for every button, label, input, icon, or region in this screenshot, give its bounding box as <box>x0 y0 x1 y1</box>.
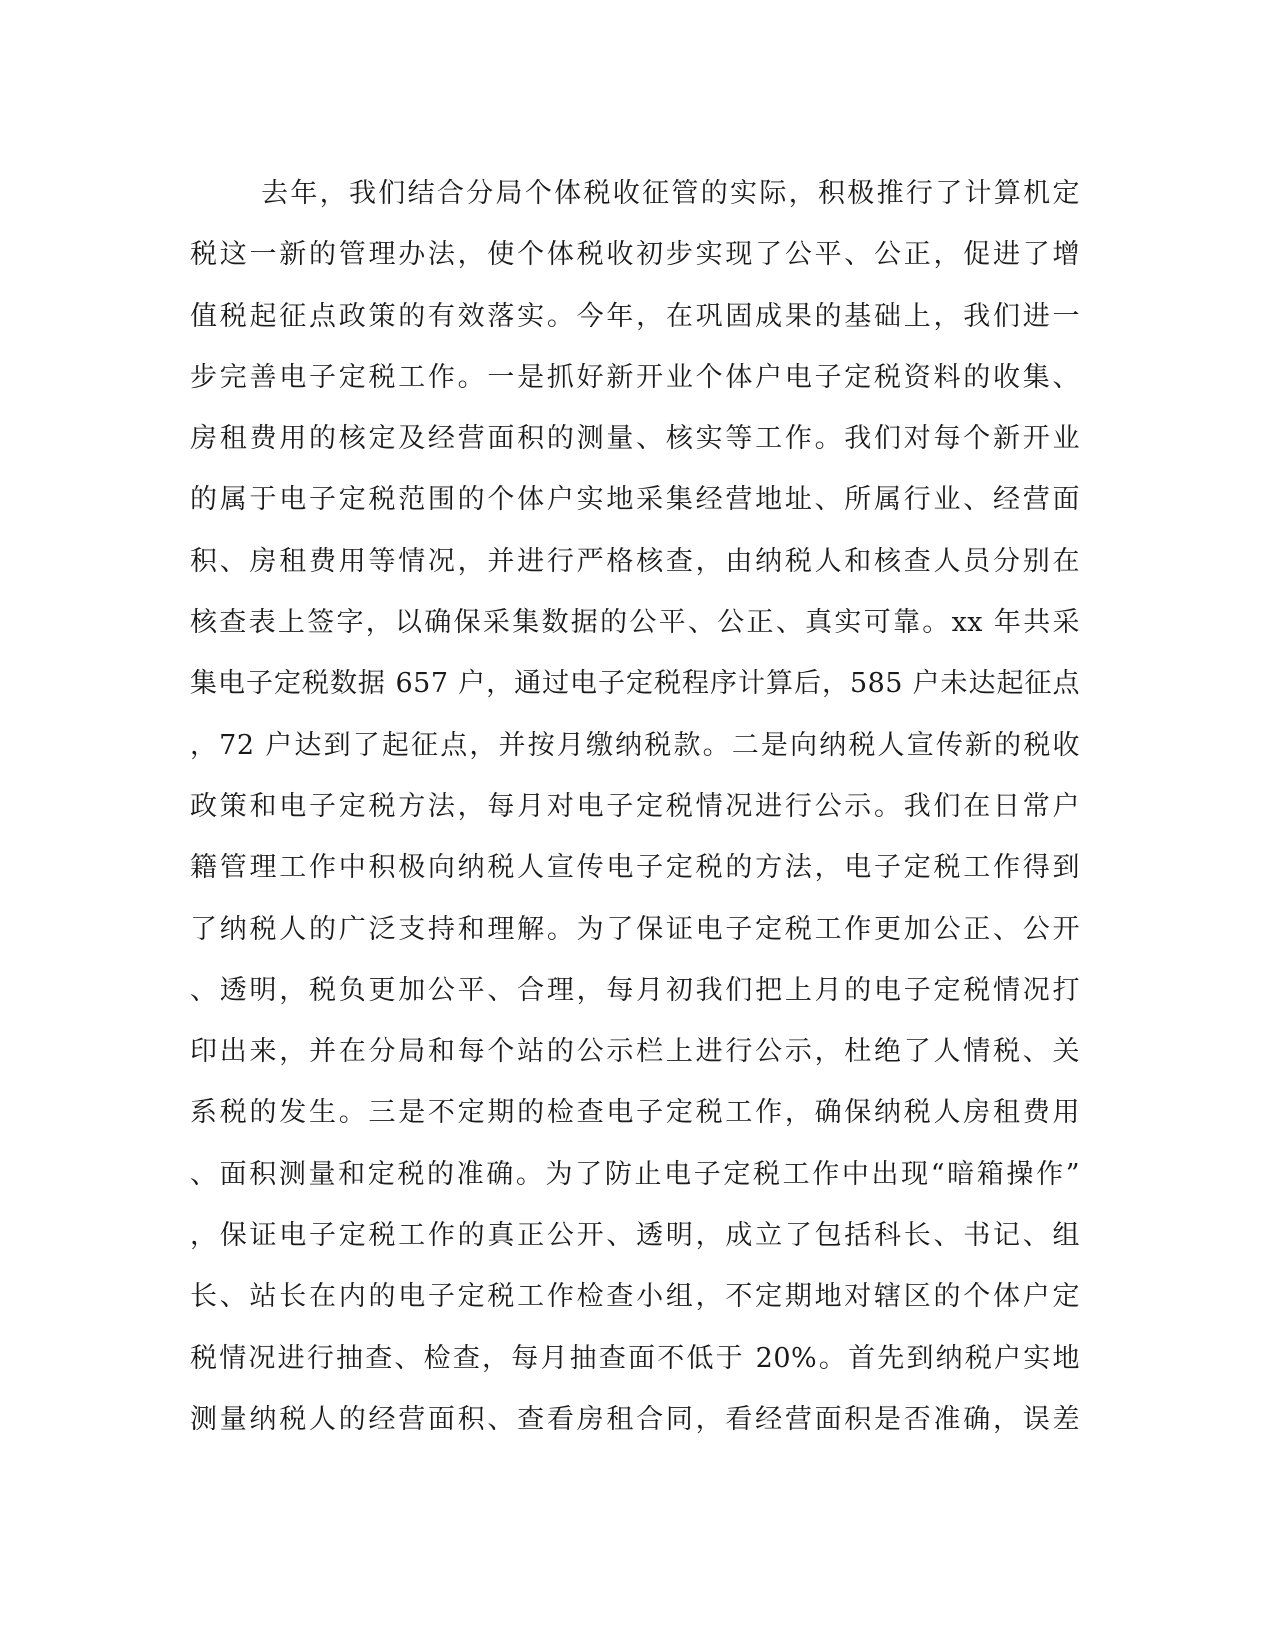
text-line: 、透明，税负更加公平、合理，每月初我们把上月的电子定税情况打 <box>190 974 1080 1006</box>
text-line: 值税起征点政策的有效落实。今年，在巩固成果的基础上，我们进一 <box>190 300 1080 332</box>
text-line: 系税的发生。三是不定期的检查电子定税工作，确保纳税人房租费用 <box>190 1097 1080 1129</box>
body-paragraph <box>190 163 1080 1450</box>
text-line: 长、站长在内的电子定税工作检查小组，不定期地对辖区的个体户定 <box>190 1281 1080 1313</box>
text-line: ，72 户达到了起征点，并按月缴纳税款。二是向纳税人宣传新的税收 <box>190 729 1080 761</box>
text-line: 了纳税人的广泛支持和理解。为了保证电子定税工作更加公正、公开 <box>190 913 1080 945</box>
text-line: 税情况进行抽查、检查，每月抽查面不低于 20%。首先到纳税户实地 <box>190 1342 1080 1374</box>
text-line: 、面积测量和定税的准确。为了防止电子定税工作中出现“暗箱操作” <box>190 1158 1080 1190</box>
text-line: 的属于电子定税范围的个体户实地采集经营地址、所属行业、经营面 <box>190 484 1080 516</box>
text-line: 积、房租费用等情况，并进行严格核查，由纳税人和核查人员分别在 <box>190 545 1080 577</box>
text-line: 集电子定税数据 657 户，通过电子定税程序计算后，585 户未达起征点 <box>190 668 1080 700</box>
text-line: ，保证电子定税工作的真正公开、透明，成立了包括科长、书记、组 <box>190 1220 1080 1252</box>
text-line: 税这一新的管理办法，使个体税收初步实现了公平、公正，促进了增 <box>190 239 1080 271</box>
text-line: 核查表上签字，以确保采集数据的公平、公正、真实可靠。xx 年共采 <box>190 607 1080 639</box>
text-line: 房租费用的核定及经营面积的测量、核实等工作。我们对每个新开业 <box>190 423 1080 455</box>
text-line: 政策和电子定税方法，每月对电子定税情况进行公示。我们在日常户 <box>190 790 1080 822</box>
text-line: 去年，我们结合分局个体税收征管的实际，积极推行了计算机定 <box>261 178 1080 209</box>
text-line: 测量纳税人的经营面积、查看房租合同，看经营面积是否准确，误差 <box>190 1403 1080 1435</box>
text-line: 印出来，并在分局和每个站的公示栏上进行公示，杜绝了人情税、关 <box>190 1036 1080 1068</box>
text-line: 步完善电子定税工作。一是抓好新开业个体户电子定税资料的收集、 <box>190 361 1080 393</box>
text-line: 籍管理工作中积极向纳税人宣传电子定税的方法，电子定税工作得到 <box>190 852 1080 884</box>
